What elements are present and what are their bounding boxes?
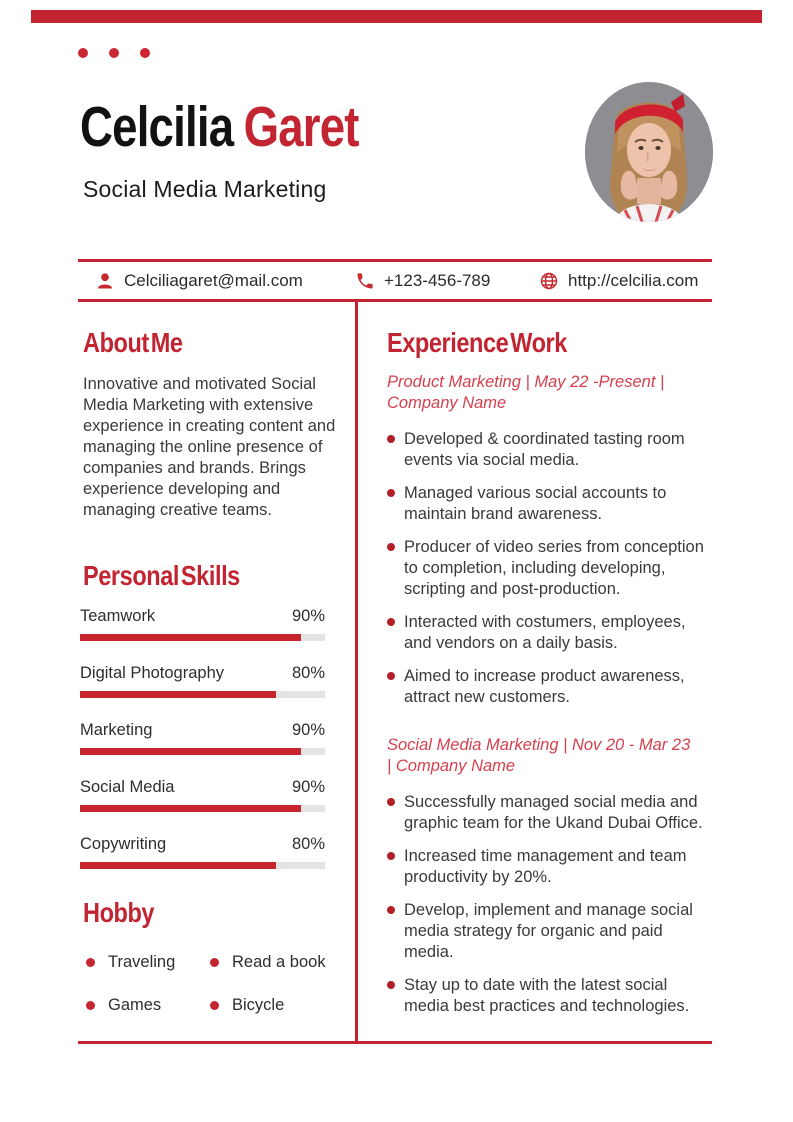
bullet-text: Developed & coordinated tasting room events via social media.	[404, 430, 685, 469]
person-name	[80, 94, 359, 160]
bullet-icon	[86, 1001, 95, 1010]
bullet-text: Interacted with costumers, employees, and vendors on a daily basis.	[404, 613, 686, 652]
skill-label: Copywriting	[80, 835, 167, 853]
portrait-illustration	[585, 82, 713, 222]
skill-label: Teamwork	[80, 607, 156, 625]
last-name: Garet	[243, 95, 359, 159]
job-subtitle: Social Media Marketing	[83, 176, 327, 202]
hobby-label: Bicycle	[232, 996, 285, 1014]
experience-heading: Experience Work	[387, 327, 567, 358]
job-title: Social Media Marketing | Nov 20 - Mar 23 | Company Name	[387, 736, 691, 775]
skill-label: Digital Photography	[80, 664, 225, 682]
experience-bullet	[387, 975, 712, 1017]
bullet-text: Increased time management and team productivity by 20%.	[404, 847, 687, 886]
bullet-icon	[387, 489, 395, 497]
experience-section	[387, 372, 712, 1029]
website-text[interactable]: http://celcilia.com	[568, 270, 699, 290]
skill-row	[80, 718, 325, 775]
bullet-icon	[387, 852, 395, 860]
bullet-icon	[387, 798, 395, 806]
dot-icon	[140, 48, 150, 58]
skill-bar-track	[80, 862, 325, 869]
hobby-item	[86, 953, 210, 972]
bottom-rule	[78, 1041, 712, 1044]
skill-bar-fill	[80, 862, 276, 869]
bullet-icon	[387, 435, 395, 443]
skill-percent: 80%	[291, 664, 325, 682]
bullet-text: Stay up to date with the latest social media best practices and technologies.	[404, 976, 690, 1015]
experience-bullet	[387, 846, 712, 888]
bullet-icon	[86, 958, 95, 967]
contact-phone	[355, 271, 490, 291]
skill-bar-fill	[80, 805, 301, 812]
skill-percent: 90%	[291, 721, 325, 739]
bullet-text: Develop, implement and manage social media strategy for organic and paid media.	[404, 901, 693, 961]
hobby-item	[210, 996, 346, 1015]
bullet-icon	[210, 958, 219, 967]
phone-text[interactable]: +123-456-789	[384, 270, 491, 290]
skill-bar-track	[80, 748, 325, 755]
profile-photo	[585, 82, 713, 222]
contact-bar	[78, 262, 712, 299]
hobby-heading: Hobby	[83, 897, 155, 928]
contact-email	[95, 271, 303, 291]
hobby-label: Read a book	[232, 953, 326, 971]
bullet-text: Aimed to increase product awareness, attract new customers.	[404, 667, 685, 706]
experience-bullet	[387, 429, 712, 471]
bullet-icon	[387, 672, 395, 680]
column-divider	[355, 302, 358, 1042]
skill-label: Social Media	[80, 778, 175, 796]
about-text: Innovative and motivated Social Media Marketing with extensive experience in creating content and managing the online presence of companies and brands. Brings experience developing and managing creative teams.	[83, 375, 336, 519]
experience-bullet	[387, 792, 712, 834]
globe-icon	[539, 271, 559, 291]
experience-bullet	[387, 537, 712, 600]
top-accent-bar	[31, 10, 762, 23]
hobby-item	[86, 996, 210, 1015]
skill-percent: 90%	[291, 607, 325, 625]
skill-percent: 80%	[291, 835, 325, 853]
skill-bar-fill	[80, 748, 301, 755]
hobby-label: Traveling	[108, 953, 176, 971]
bullet-text: Successfully managed social media and graphic team for the Ukand Dubai Office.	[404, 793, 703, 832]
email-text[interactable]: Celciliagaret@mail.com	[124, 270, 303, 290]
bullet-icon	[387, 981, 395, 989]
hobby-list	[86, 953, 346, 1015]
bullet-icon	[387, 543, 395, 551]
skill-row	[80, 832, 325, 889]
skill-label: Marketing	[80, 721, 153, 739]
hobby-item	[210, 953, 346, 972]
dot-icon	[78, 48, 88, 58]
skill-bar-track	[80, 691, 325, 698]
bullet-text: Managed various social accounts to maintain brand awareness.	[404, 484, 667, 523]
first-name: Celcilia	[80, 95, 244, 159]
experience-bullet	[387, 483, 712, 525]
decorative-dots	[78, 48, 150, 58]
phone-icon	[355, 271, 375, 291]
skill-row	[80, 604, 325, 661]
person-icon	[95, 271, 115, 291]
dot-icon	[109, 48, 119, 58]
skills-list	[80, 604, 325, 889]
contact-bottom-rule	[78, 299, 712, 302]
contact-website	[539, 271, 698, 291]
bullet-icon	[387, 906, 395, 914]
experience-bullet	[387, 666, 712, 708]
skill-row	[80, 661, 325, 718]
job-title: Product Marketing | May 22 -Present | Company Name	[387, 373, 665, 412]
skill-bar-track	[80, 634, 325, 641]
skill-bar-fill	[80, 634, 301, 641]
experience-bullet	[387, 900, 712, 963]
skill-percent: 90%	[291, 778, 325, 796]
skill-bar-track	[80, 805, 325, 812]
experience-bullet	[387, 612, 712, 654]
bullet-icon	[387, 618, 395, 626]
about-heading: About Me	[83, 327, 183, 358]
skills-heading: Personal Skills	[83, 560, 240, 591]
bullet-icon	[210, 1001, 219, 1010]
skill-row	[80, 775, 325, 832]
bullet-text: Producer of video series from conception to completion, including developing, scripting and post-production.	[404, 538, 704, 598]
skill-bar-fill	[80, 691, 276, 698]
hobby-label: Games	[108, 996, 162, 1014]
